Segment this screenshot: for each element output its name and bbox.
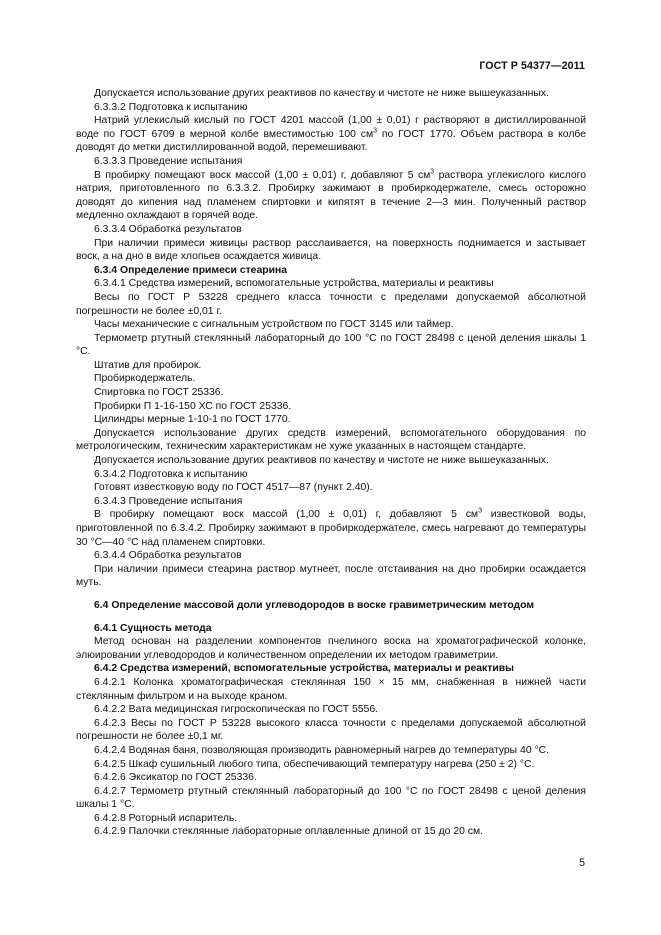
- paragraph: 6.3.3.4 Обработка результатов: [94, 223, 242, 235]
- paragraph: 6.3.4.4 Обработка результатов: [94, 550, 242, 562]
- paragraph: Штатив для пробирок.: [94, 359, 202, 371]
- paragraph: 6.4.2.4 Водяная баня, позволяющая производить равномерный нагрев до температуры 40 °С.: [94, 744, 550, 756]
- section-heading: 6.4.1 Сущность метода: [94, 622, 212, 634]
- paragraph: 6.3.3.3 Проведение испытания: [94, 155, 243, 167]
- paragraph: Часы механические с сигнальным устройством по ГОСТ 3145 или таймер.: [94, 319, 454, 331]
- paragraph: 6.4.2.1 Колонка хроматографическая стеклянная 150 × 15 мм, снабженная в нижней части стеклянным фильтром и на выходе краном.: [76, 676, 586, 702]
- section-heading: 6.4.2 Средства измерений, вспомогательные устройства, материалы и реактивы: [94, 663, 514, 675]
- paragraph: Натрий углекислый кислый по ГОСТ 4201 массой (1,00 ± 0,01) г растворяют в дистиллированной воде по ГОСТ 6709 в мерной колбе вместимостью 100 $см^3$ по ГОСТ 1770. Объем раствора в колбе доводят до метки дистиллированной водой, перемешивают.: [76, 115, 587, 154]
- document-header: ГОСТ Р 54377—2011: [479, 60, 585, 72]
- paragraph: Допускается использование других средств измерений, вспомогательного оборудования по метрологическим, техническим характеристикам не хуже указанных в настоящем стандарте.: [76, 427, 586, 453]
- section-heading: 6.3.4 Определение примеси стеарина: [94, 264, 288, 276]
- paragraph: Допускается использование других реактивов по качеству и чистоте не ниже вышеуказанных.: [94, 88, 549, 99]
- section-heading: 6.4 Определение массовой доли углеводородов в воске гравиметрическим методом: [94, 599, 535, 611]
- paragraph: Спиртовка по ГОСТ 25336.: [94, 387, 224, 399]
- paragraph: 6.4.2.6 Эксикатор по ГОСТ 25336.: [94, 772, 257, 784]
- paragraph: Готовят известковую воду по ГОСТ 4517—87 (пункт 2.40).: [94, 482, 373, 494]
- paragraph: 6.4.2.7 Термометр ртутный стеклянный лабораторный до 100 °С по ГОСТ 28498 с ценой деления шкалы 1 °С.: [76, 785, 586, 811]
- paragraph: В пробирку помещают воск массой (1,00 ± 0,01) г, добавляют 5 $см^3$ раствора углекислого кислого натрия, приготовленного по 6.3.3.2. Пробирку зажимают в пробиркодержателе, смесь осторожно доводят до кипения над пламенем спиртовки и кипятят в течение 2—3 мин. Полученный раствор медленно охлаждают в горячей воде.: [76, 168, 586, 222]
- paragraph: Пробиркодержатель.: [94, 373, 196, 385]
- paragraph: 6.3.4.3 Проведение испытания: [94, 495, 243, 507]
- paragraph: 6.4.2.8 Роторный испаритель.: [94, 812, 238, 824]
- paragraph: В пробирку помещают воск массой (1,00 ± 0,01) г, добавляют 5 $см^3$ известковой воды, приготовленной по 6.3.4.2. Пробирку зажимают в пробиркодержателе, смесь нагревают до температуры 30 °С—40 °С над пламенем спиртовки.: [76, 507, 587, 548]
- paragraph: 6.4.2.3 Весы по ГОСТ Р 53228 высокого класса точности с пределами допускаемой абсолютной погрешности не более ±0,1 мг.: [76, 717, 586, 743]
- paragraph: Весы по ГОСТ Р 53228 среднего класса точности с пределами допускаемой абсолютной погрешности не более ±0,01 г.: [76, 291, 586, 317]
- paragraph: При наличии примеси живицы раствор расслаивается, на поверхность поднимается и застывает воск, а на дно в виде хлопьев осаждается живица.: [76, 237, 586, 263]
- document-body: [76, 87, 586, 839]
- paragraph: 6.3.3.2 Подготовка к испытанию: [94, 101, 248, 113]
- paragraph: 6.4.2.2 Вата медицинская гигроскопическая по ГОСТ 5556.: [94, 704, 379, 716]
- page-number: 5: [579, 857, 585, 869]
- paragraph: Метод основан на разделении компонентов пчелиного воска на хроматографической колонке, элюировании углеводородов и количественном определении их методом гравиметрии.: [76, 636, 586, 661]
- paragraph: При наличии примеси стеарина раствор мутнеет, после отстаивания на дно пробирки осаждается муть.: [76, 563, 586, 589]
- paragraph: 6.4.2.5 Шкаф сушильный любого типа, обеспечивающий температуру нагрева (250 ± 2) °С.: [94, 758, 535, 770]
- paragraph: 6.3.4.1 Средства измерений, вспомогательные устройства, материалы и реактивы: [94, 278, 494, 290]
- paragraph: Термометр ртутный стеклянный лабораторный до 100 °С по ГОСТ 28498 с ценой деления шкалы 1 °С.: [76, 332, 586, 358]
- paragraph: Пробирки П 1-16-150 ХС по ГОСТ 25336.: [94, 400, 292, 412]
- paragraph: 6.4.2.9 Палочки стеклянные лабораторные оплавленные длиной от 15 до 20 см.: [94, 826, 483, 838]
- paragraph: 6.3.4.2 Подготовка к испытанию: [94, 468, 248, 480]
- paragraph: Допускается использование других реактивов по качеству и чистоте не ниже вышеуказанных.: [94, 455, 549, 467]
- paragraph: Цилиндры мерные 1-10-1 по ГОСТ 1770.: [94, 414, 291, 426]
